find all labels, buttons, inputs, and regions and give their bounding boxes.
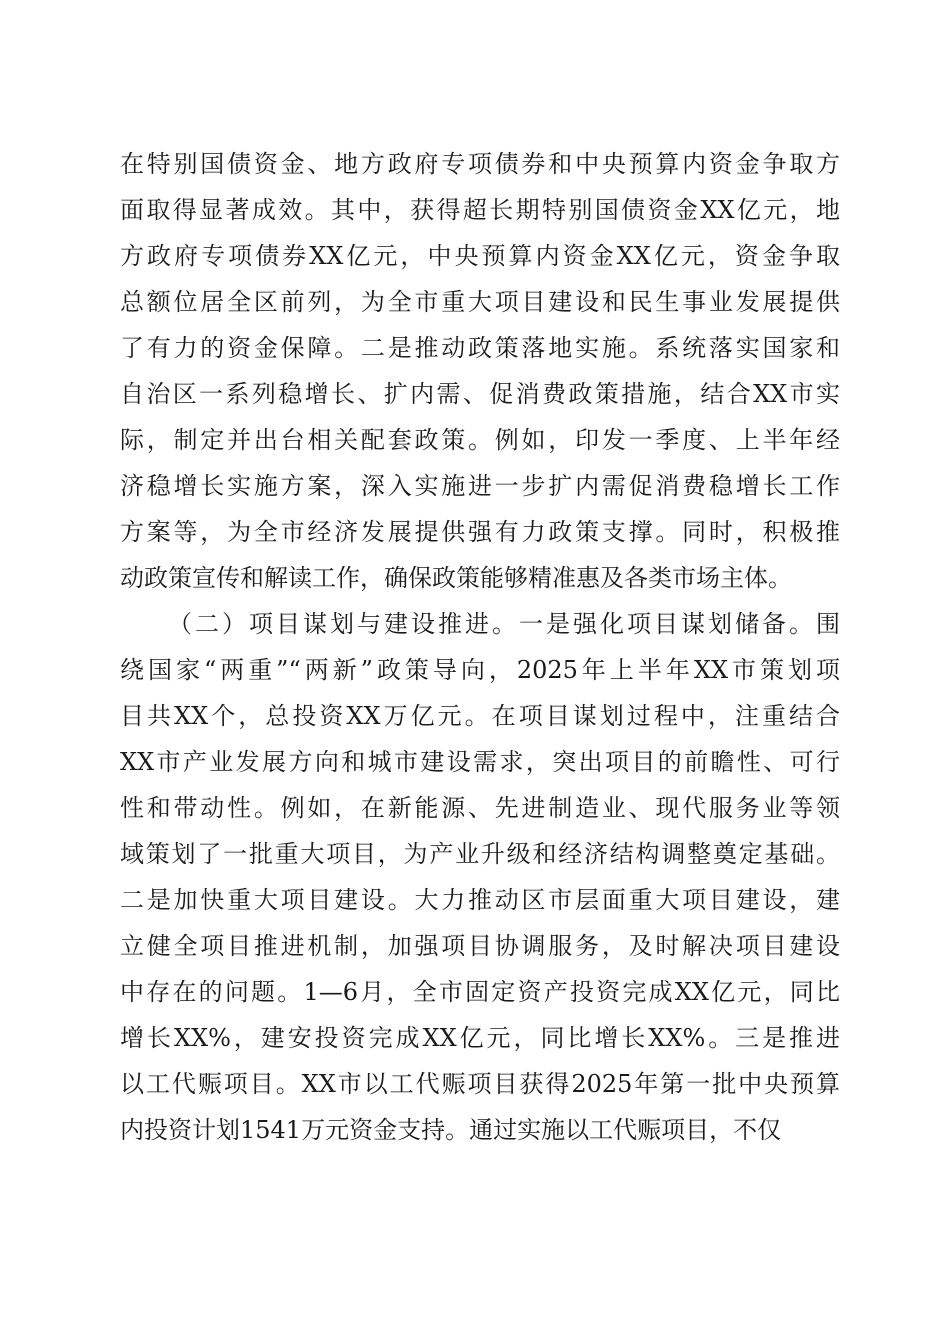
section-heading-line: （二）项目谋划与建设推进。一是强化项目谋划储备。围	[168, 610, 840, 638]
text-line: 中存在的问题。1—6月，全市固定资产投资完成XX亿元，同比	[120, 978, 840, 1006]
text-line: 面取得显著成效。其中，获得超长期特别国债资金XX亿元，地	[120, 196, 840, 224]
text-line: 总额位居全区前列，为全市重大项目建设和民生事业发展提供	[120, 288, 840, 316]
text-line: 性和带动性。例如，在新能源、先进制造业、现代服务业等领	[120, 794, 840, 822]
text-line: 方政府专项债券XX亿元，中央预算内资金XX亿元，资金争取	[120, 242, 840, 270]
text-line: 济稳增长实施方案，深入实施进一步扩内需促消费稳增长工作	[120, 472, 840, 500]
text-line: 增长XX%，建安投资完成XX亿元，同比增长XX%。三是推进	[120, 1024, 840, 1052]
text-line: XX市产业发展方向和城市建设需求，突出项目的前瞻性、可行	[120, 748, 840, 776]
text-line: 以工代赈项目。XX市以工代赈项目获得2025年第一批中央预算	[120, 1070, 840, 1098]
text-line: 目共XX个，总投资XX万亿元。在项目谋划过程中，注重结合	[120, 702, 840, 730]
body-text	[120, 141, 840, 1153]
text-line: 立健全项目推进机制，加强项目协调服务，及时解决项目建设	[120, 932, 840, 960]
text-line: 域策划了一批重大项目，为产业升级和经济结构调整奠定基础。	[120, 840, 840, 868]
text-line: 际，制定并出台相关配套政策。例如，印发一季度、上半年经	[120, 426, 840, 454]
text-line: 自治区一系列稳增长、扩内需、促消费政策措施，结合XX市实	[120, 380, 840, 408]
text-line: 在特别国债资金、地方政府专项债券和中央预算内资金争取方	[120, 150, 840, 178]
text-line: 绕国家“两重”“两新”政策导向，2025年上半年XX市策划项	[120, 656, 840, 684]
text-line: 二是加快重大项目建设。大力推动区市层面重大项目建设，建	[120, 886, 840, 914]
text-line: 方案等，为全市经济发展提供强有力政策支撑。同时，积极推	[120, 518, 840, 546]
text-line: 动政策宣传和解读工作，确保政策能够精准惠及各类市场主体。	[120, 564, 792, 592]
text-line: 内投资计划1541万元资金支持。通过实施以工代赈项目，不仅	[120, 1116, 782, 1144]
text-line: 了有力的资金保障。二是推动政策落地实施。系统落实国家和	[120, 334, 840, 362]
